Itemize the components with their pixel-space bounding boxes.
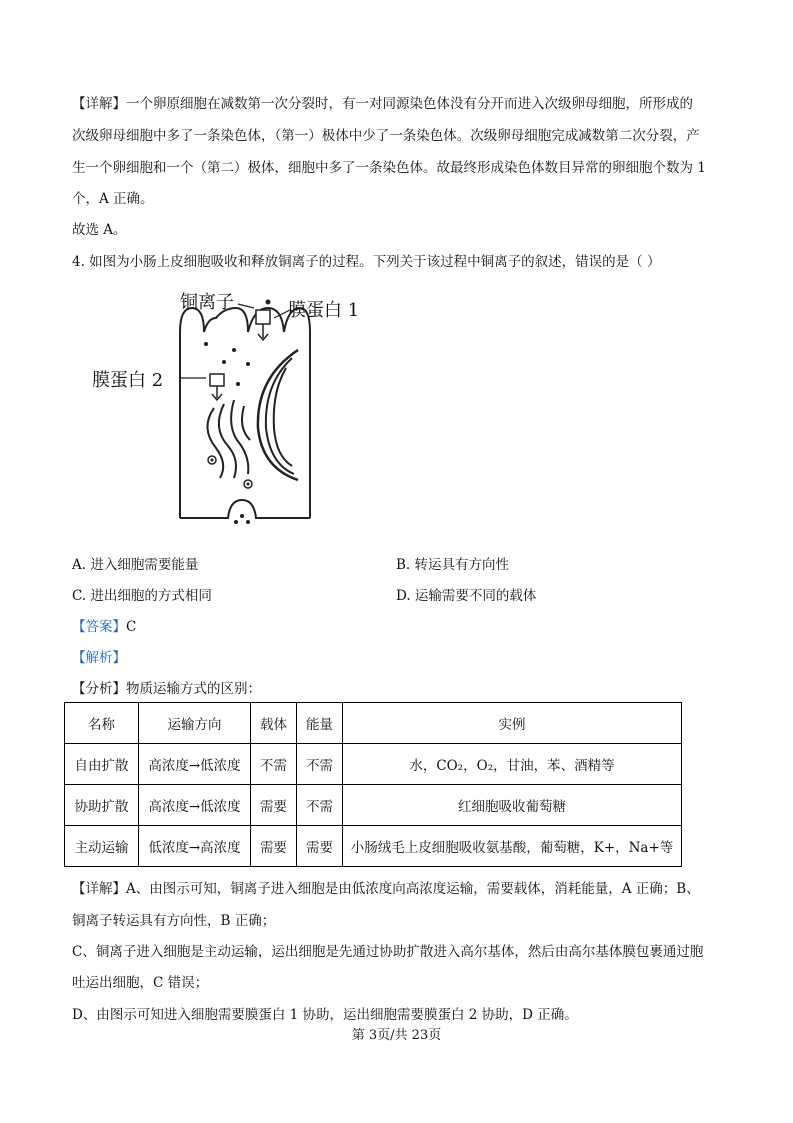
- copper-ion-label: 铜离子: [180, 292, 234, 313]
- option-b: B. 转运具有方向性: [396, 557, 510, 573]
- cell-name: 主动运输: [65, 826, 139, 867]
- detail-line-1: 【详解】A、由图示可知，铜离子进入细胞是由低浓度向高浓度运输，需要载体，消耗能量，A 正确；B、: [72, 881, 700, 897]
- cell-example: 红细胞吸收葡萄糖: [343, 785, 682, 826]
- cell-energy: 需要: [297, 826, 343, 867]
- header-name: 名称: [65, 703, 139, 744]
- table-header-row: [65, 703, 682, 744]
- detail-line-5: D、由图示可知进入细胞需要膜蛋白 1 协助，运出细胞需要膜蛋白 2 协助，D 正确。: [72, 1007, 578, 1023]
- analysis-intro: 【分析】物质运输方式的区别：: [72, 681, 261, 697]
- cell-energy: 不需: [297, 744, 343, 785]
- header-direction: 运输方向: [139, 703, 251, 744]
- membrane-protein-1-label: 膜蛋白 1: [288, 300, 360, 321]
- membrane-protein-2-label: 膜蛋白 2: [92, 370, 164, 391]
- header-example: 实例: [343, 703, 682, 744]
- detail-line-3: C、铜离子进入细胞是主动运输，运出细胞是先通过协助扩散进入高尔基体，然后由高尔基体膜包裹通过胞: [72, 944, 704, 960]
- explanation-line-3: 生一个卵细胞和一个（第二）极体，细胞中多了一条染色体。故最终形成染色体数目异常的卵细胞个数为 1: [72, 160, 706, 176]
- cell-example: 小肠绒毛上皮细胞吸收氨基酸，葡萄糖，K+，Na+等: [343, 826, 682, 867]
- cell-name: 协助扩散: [65, 785, 139, 826]
- cell-carrier: 需要: [251, 785, 297, 826]
- option-c: C. 进出细胞的方式相同: [72, 588, 212, 604]
- explanation-line-2: 次级卵母细胞中多了一条染色体，（第一）极体中少了一条染色体。次级卵母细胞完成减数第二次分裂，产: [72, 128, 700, 144]
- page-number: 第 3页/共 23页: [351, 1028, 442, 1043]
- option-d: D. 运输需要不同的载体: [396, 588, 537, 604]
- answer-tag: 【答案】: [72, 619, 126, 635]
- table-row: [65, 785, 682, 826]
- table-row: [65, 826, 682, 867]
- answer-value: C: [126, 619, 137, 635]
- header-energy: 能量: [297, 703, 343, 744]
- detail-line-4: 吐运出细胞，C 错误；: [72, 975, 209, 991]
- analysis-tag: 【解析】: [72, 650, 126, 666]
- transport-comparison-table: [64, 702, 682, 867]
- cell-example: 水，CO₂，O₂，甘油，苯、酒精等: [343, 744, 682, 785]
- explanation-line-5: 故选 A。: [72, 222, 127, 238]
- cell-energy: 不需: [297, 785, 343, 826]
- table-row: [65, 744, 682, 785]
- answer-line: [72, 617, 136, 637]
- cell-carrier: 不需: [251, 744, 297, 785]
- cell-diagram-svg: [88, 288, 388, 528]
- explanation-line-4: 个，A 正确。: [72, 191, 154, 207]
- cell-direction: 低浓度→高浓度: [139, 826, 251, 867]
- option-a: A. 进入细胞需要能量: [72, 557, 199, 573]
- cell-diagram: [88, 288, 388, 528]
- explanation-line-1: 【详解】一个卵原细胞在减数第一次分裂时，有一对同源染色体没有分开而进入次级卵母细胞，所形成的: [72, 96, 693, 112]
- detail-line-2: 铜离子转运具有方向性，B 正确；: [72, 913, 276, 929]
- cell-direction: 高浓度→低浓度: [139, 785, 251, 826]
- cell-direction: 高浓度→低浓度: [139, 744, 251, 785]
- header-carrier: 载体: [251, 703, 297, 744]
- cell-name: 自由扩散: [65, 744, 139, 785]
- question-4-stem: 4. 如图为小肠上皮细胞吸收和释放铜离子的过程。下列关于该过程中铜离子的叙述，错误的是（ ）: [72, 254, 661, 270]
- cell-carrier: 需要: [251, 826, 297, 867]
